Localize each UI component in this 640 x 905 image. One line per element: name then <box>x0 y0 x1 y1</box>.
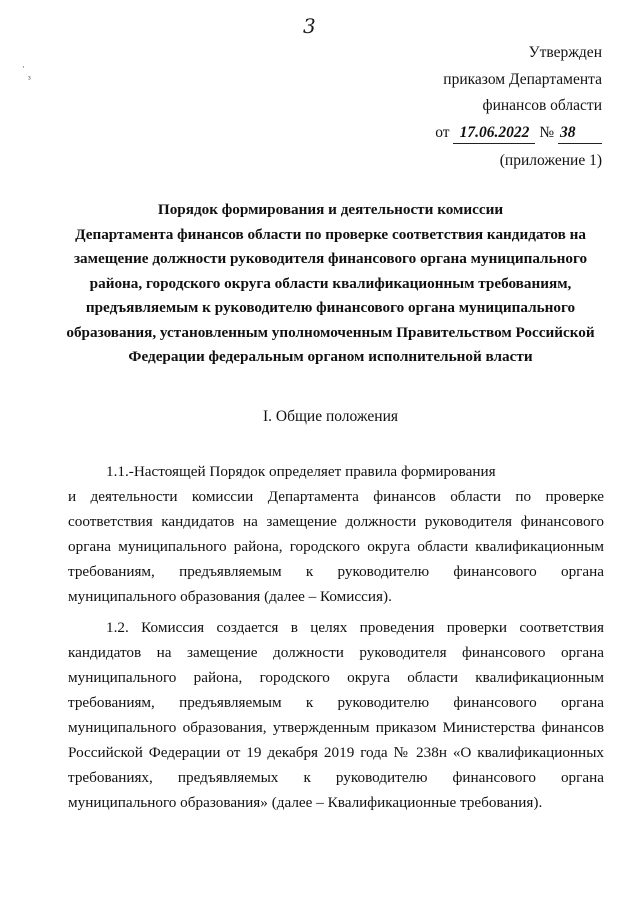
approval-stamp <box>435 40 602 175</box>
title-line: замещение должности руководителя финансового органа муниципального <box>73 250 588 267</box>
approval-line: Утвержден <box>528 44 602 61</box>
title-line: предъявляемым к руководителю финансового органа муниципального <box>85 299 576 316</box>
document-title <box>58 198 603 370</box>
handwritten-number: 38 <box>558 123 602 144</box>
title-line: Федерации федеральным органом исполнительной власти <box>128 348 533 365</box>
appendix-label: (приложение 1) <box>499 152 602 169</box>
number-prefix: № <box>539 123 555 141</box>
paragraph: 1.1.-Настоящей Порядок определяет правила формирования и деятельности комиссии Департамента финансов области по проверке соответствия кандидатов на замещение должности руководителя финансового органа муниципального района, городского округа области квалификационным требованиям, предъявляемым к руководителю финансового органа муниципального образования (далее – Комиссия). <box>68 463 604 605</box>
approval-line: финансов области <box>482 97 602 114</box>
title-line: Порядок формирования и деятельности комиссии <box>157 201 504 218</box>
approval-line: приказом Департамента <box>443 70 602 88</box>
title-line: Департамента финансов области по проверке соответствия кандидатов на <box>75 225 586 243</box>
section-heading: I. Общие положения <box>262 408 399 425</box>
paragraph: 1.2. Комиссия создается в целях проведения проверки соответствия кандидатов на замещение должности руководителя финансового органа муниципального района, городского округа области квалификационным требованиям, предъявляемым к руководителю финансового органа муниципального образования, утвержденным приказом Министерства финансов Российской Федерации от 19 декабря 2019 года № 238н «О квалификационных требованиях, предъявляемых к руководителю финансового органа муниципального образования» (далее – Квалификационные требования). <box>68 619 604 811</box>
scan-mark: ³ <box>28 74 31 84</box>
page-number: 3 <box>303 14 316 38</box>
date-prefix: от <box>435 123 450 141</box>
title-line: района, городского округа области квалификационным требованиям, <box>89 274 572 292</box>
handwritten-date: 17.06.2022 <box>453 123 535 144</box>
scan-mark: · <box>22 62 25 72</box>
approval-date-line <box>435 120 602 147</box>
section-body <box>68 459 604 821</box>
title-line: образования, установленным уполномоченным Правительством Российской <box>66 323 595 341</box>
